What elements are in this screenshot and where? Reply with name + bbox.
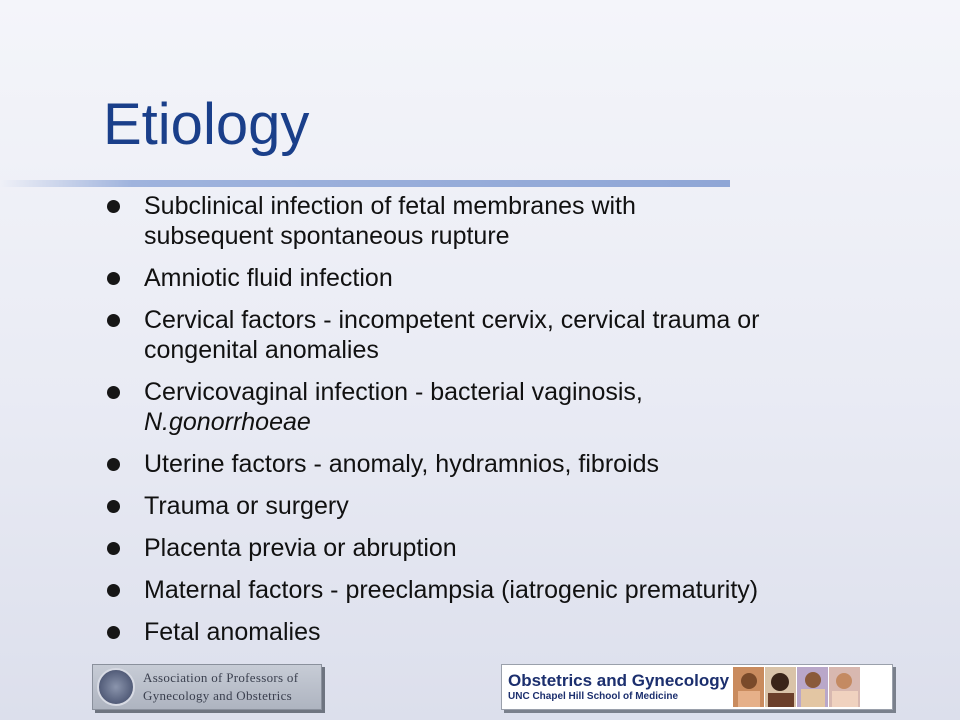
apgo-logo-line1: Association of Professors of [143,670,299,685]
unc-logo-subtitle: UNC Chapel Hill School of Medicine [508,691,679,702]
bullet-item [107,491,947,521]
bullet-line: congenital anomalies [144,336,379,364]
bullet-item [107,533,947,563]
photo-icon [733,667,764,707]
bullet-item [107,191,947,251]
bullet-dot-icon [107,272,120,285]
bullet-line: Subclinical infection of fetal membranes with [144,192,636,220]
bullet-line: Amniotic fluid infection [144,264,393,292]
seal-icon [97,668,135,706]
bullet-line: Uterine factors - anomaly, hydramnios, fibroids [144,450,660,478]
bullet-item [107,377,947,437]
unc-obgyn-logo [501,664,893,710]
slide-title: Etiology [103,92,310,157]
bullet-dot-icon [107,542,120,555]
bullet-item [107,263,947,293]
photo-strip [733,667,861,707]
bullet-dot-icon [107,386,120,399]
bullet-line: Placenta previa or abruption [144,534,457,562]
photo-icon [797,667,828,707]
bullet-dot-icon [107,584,120,597]
bullet-item [107,575,947,605]
bullet-line: Trauma or surgery [144,492,349,520]
title-underline [0,180,730,187]
bullet-line: Cervicovaginal infection - bacterial vaginosis, [144,378,643,406]
photo-icon [829,667,860,707]
bullet-line: Fetal anomalies [144,618,321,646]
bullet-line: subsequent spontaneous rupture [144,222,510,250]
bullet-list [107,191,947,659]
photo-icon [765,667,796,707]
bullet-dot-icon [107,458,120,471]
bullet-line-italic: N.gonorrhoeae [144,408,311,436]
bullet-item [107,305,947,365]
bullet-line: Maternal factors - preeclampsia (iatrogenic prematurity) [144,576,759,604]
bullet-dot-icon [107,626,120,639]
bullet-dot-icon [107,314,120,327]
bullet-dot-icon [107,200,120,213]
apgo-logo [92,664,322,710]
bullet-line: Cervical factors - incompetent cervix, cervical trauma or [144,306,760,334]
bullet-dot-icon [107,500,120,513]
bullet-item [107,617,947,647]
apgo-logo-line2: Gynecology and Obstetrics [143,688,293,703]
unc-logo-title: Obstetrics and Gynecology [508,671,730,690]
bullet-item [107,449,947,479]
